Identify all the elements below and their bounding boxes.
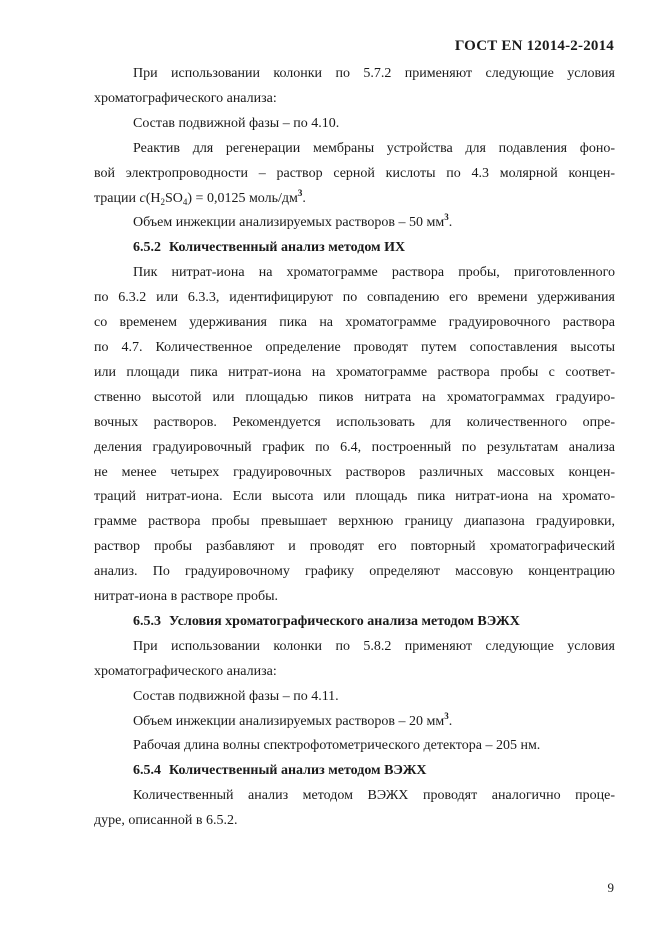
text-line: ственно высотой или площадью пиков нитрата на хроматограммах градуиро- bbox=[94, 389, 615, 405]
line-end: . bbox=[448, 713, 453, 729]
text-line: или площади пика нитрат-иона на хроматограмме раствора пробы с соответ- bbox=[94, 364, 615, 380]
text-line: вочных растворов. Рекомендуется использовать для количественного опре- bbox=[94, 414, 615, 430]
section-number: 6.5.3 bbox=[133, 613, 161, 629]
text-line: Состав подвижной фазы – по 4.11. bbox=[133, 688, 339, 704]
section-number: 6.5.4 bbox=[133, 763, 161, 779]
unit-superscript: 3 bbox=[297, 187, 303, 198]
text-line: траций нитрат-иона. Если высота или площадь пика нитрат-иона на хромато- bbox=[94, 489, 615, 505]
text-line bbox=[94, 710, 615, 735]
text-line bbox=[94, 211, 615, 236]
text-line: При использовании колонки по 5.7.2 применяют следующие условия bbox=[133, 66, 615, 81]
text-line: нитрат-иона в растворе пробы. bbox=[94, 589, 279, 605]
text-line: Количественный анализ методом ВЭЖХ проводят аналогично проце- bbox=[133, 788, 615, 804]
unit-superscript: 3 bbox=[444, 710, 449, 721]
text-line: Рабочая длина волны спектрофотометрического детектора – 205 нм. bbox=[133, 738, 541, 754]
formula-mid: SO bbox=[164, 190, 183, 206]
formula-line bbox=[94, 187, 615, 212]
unit-superscript: 3 bbox=[444, 212, 449, 223]
text-line: вой электропроводности – раствор серной кислоты по 4.3 молярной концен- bbox=[94, 165, 615, 181]
text-line: деления градуировочный график по 6.4, построенный по результатам анализа bbox=[94, 439, 615, 455]
formula-end: . bbox=[302, 190, 306, 206]
text-line: Состав подвижной фазы – по 4.10. bbox=[133, 115, 340, 131]
section-title: Условия хроматографического анализа методом ВЭЖХ bbox=[169, 613, 520, 629]
text-line: анализ. По градуировочному графику определяют массовую концентрацию bbox=[94, 564, 615, 580]
section-number: 6.5.2 bbox=[133, 240, 161, 256]
text-line: Пик нитрат-иона на хроматограмме раствора пробы, приготовленного bbox=[133, 265, 615, 281]
formula-close: ) = 0,0125 моль/дм bbox=[187, 190, 298, 206]
formula-subscript: 4 bbox=[182, 196, 188, 207]
formula-prefix: трации bbox=[94, 190, 140, 206]
formula-variable: c bbox=[139, 190, 146, 206]
formula-subscript: 2 bbox=[160, 196, 165, 207]
text-line: При использовании колонки по 5.8.2 применяют следующие условия bbox=[133, 638, 615, 654]
text-line: дуре, описанной в 6.5.2. bbox=[94, 813, 238, 829]
line-end: . bbox=[448, 215, 453, 231]
document-code-header: ГОСТ EN 12014-2-2014 bbox=[454, 38, 614, 54]
section-heading bbox=[94, 610, 615, 635]
injection-volume-text: Объем инжекции анализируемых растворов – 20 мм bbox=[133, 713, 445, 729]
text-line: раствор пробы разбавляют и проводят его повторный хроматографический bbox=[94, 539, 615, 555]
section-heading bbox=[94, 759, 615, 784]
injection-volume-text: Объем инжекции анализируемых растворов – 50 мм bbox=[133, 215, 445, 231]
text-line: грамме раствора пробы превышает верхнюю границу диапазона градуировки, bbox=[94, 514, 615, 530]
section-title: Количественный анализ методом ВЭЖХ bbox=[169, 763, 427, 779]
text-line: по 4.7. Количественное определение проводят путем сопоставления высоты bbox=[94, 339, 615, 355]
page-content bbox=[94, 62, 615, 834]
text-line: со временем удерживания пика на хроматограмме градуировочного раствора bbox=[94, 315, 615, 331]
section-heading bbox=[94, 236, 615, 261]
text-line: хроматографического анализа: bbox=[94, 663, 277, 679]
text-line: Реактив для регенерации мембраны устройства для подавления фоно- bbox=[133, 140, 615, 156]
page-number: 9 bbox=[607, 880, 614, 895]
text-line: не менее четырех градуировочных растворов различных массовых концен- bbox=[94, 464, 615, 480]
text-line: хроматографического анализа: bbox=[94, 90, 277, 106]
text-line: по 6.3.2 или 6.3.3, идентифицируют по совпадению его времени удерживания bbox=[94, 290, 615, 306]
formula-open: (H bbox=[145, 190, 161, 206]
section-title: Количественный анализ методом ИХ bbox=[169, 240, 406, 256]
